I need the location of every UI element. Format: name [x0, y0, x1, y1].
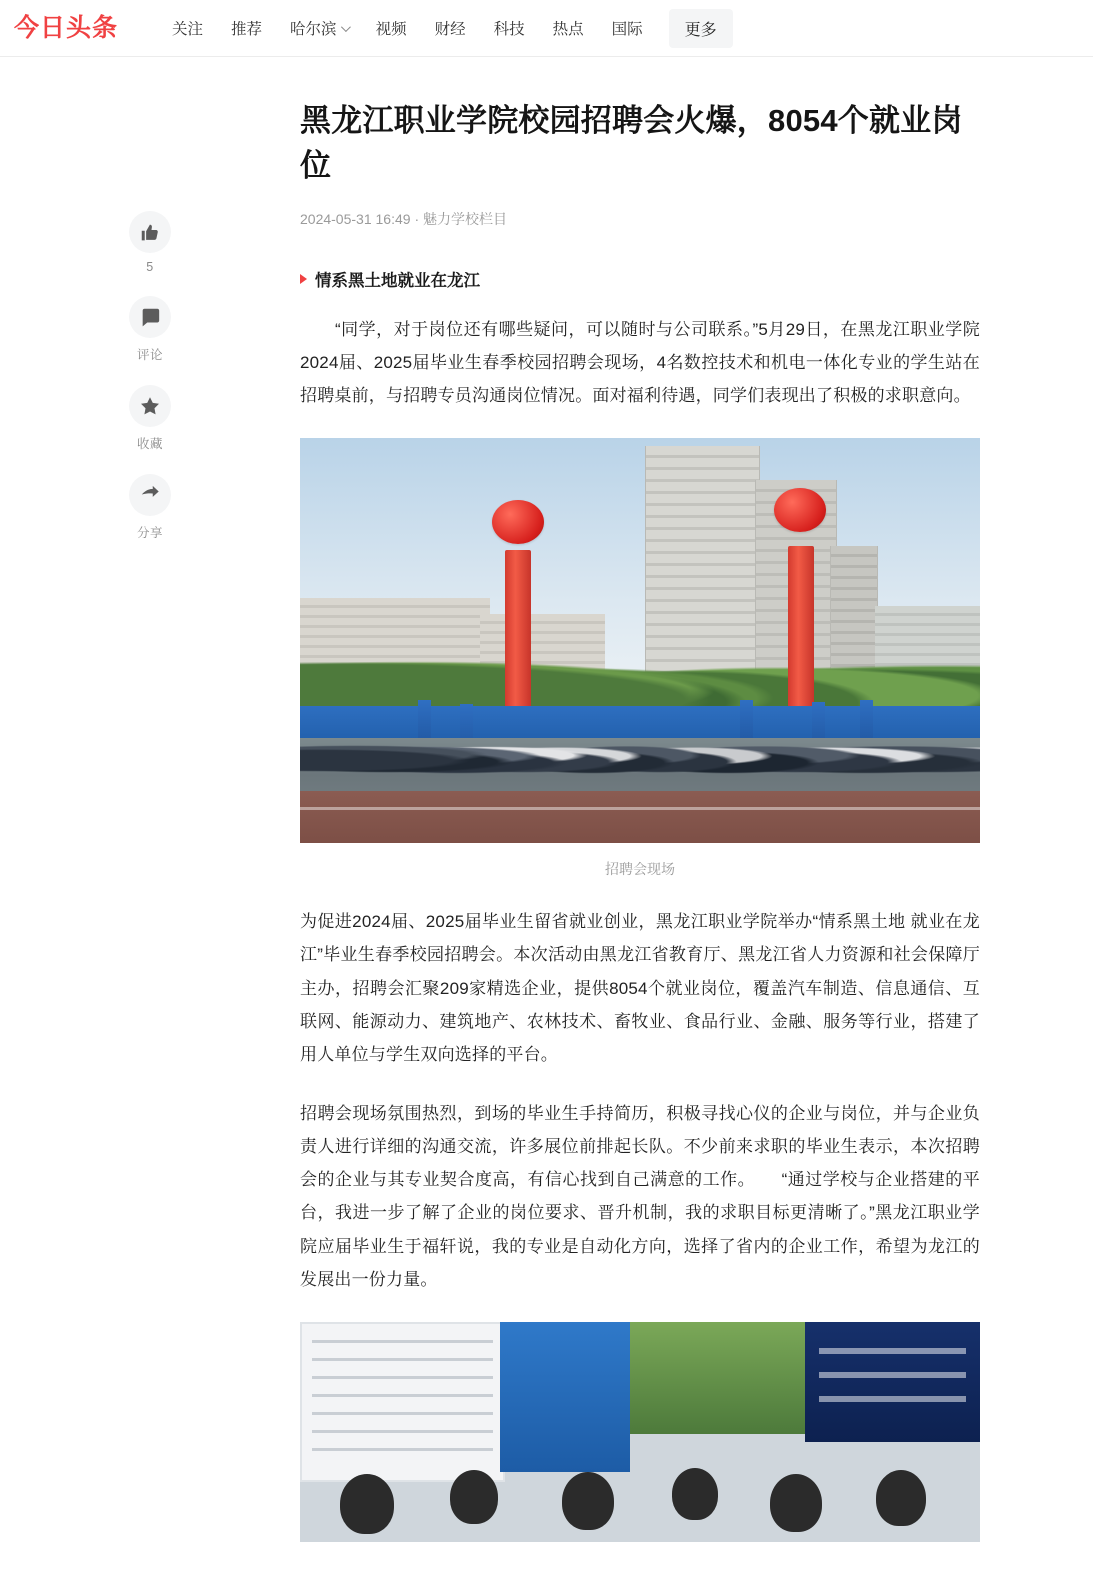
- meta-separator: ·: [414, 210, 420, 227]
- photo-red-balloon: [774, 488, 826, 532]
- photo-red-balloon: [492, 500, 544, 544]
- like-count: 5: [146, 260, 154, 274]
- comment-button[interactable]: [119, 296, 181, 363]
- share-label: 分享: [136, 526, 163, 540]
- nav-item-keji[interactable]: [480, 11, 539, 45]
- nav-more-button[interactable]: 更多: [669, 9, 733, 48]
- subheading-text: 情系黑土地就业在龙江: [315, 271, 480, 290]
- comment-icon: [129, 296, 171, 338]
- photo-running-track: [300, 791, 980, 843]
- article-figure-2: [300, 1322, 980, 1542]
- like-button[interactable]: [119, 211, 181, 274]
- nav-item-label: 哈尔滨: [290, 21, 337, 38]
- thumbs-up-icon: [129, 211, 171, 253]
- site-logo[interactable]: 今日头条: [14, 13, 119, 42]
- favorite-label: 收藏: [136, 437, 163, 451]
- article-paragraph-2: 为促进2024届、2025届毕业生留省就业创业，黑龙江职业学院举办“情系黑土地 就业在龙江”毕业生春季校园招聘会。本次活动由黑龙江省教育厅、黑龙江省人力资源和社会保障厅主办，招聘会汇聚209家精选企业，提供8054个就业岗位，覆盖汽车制造、信息通信、互联网、能源动力、建筑地产、农林技术、畜牧业、食品行业、金融、服务等行业，搭建了用人单位与学生双向选择的平台。: [300, 912, 980, 1064]
- favorite-button[interactable]: [119, 385, 181, 452]
- article-paragraph-3: 招聘会现场氛围热烈，到场的毕业生手持简历，积极寻找心仪的企业与岗位，并与企业负责人进行详细的沟通交流，许多展位前排起长队。不少前来求职的毕业生表示，本次招聘会的企业与其专业契合度高，有信心找到自己满意的工作。 “通过学校与企业搭建的平台，我进一步了解了企业的岗位要求、晋升机制，我的求职目标更清晰了。”黑龙江职业学院应届毕业生于福轩说，我的专业是自动化方向，选择了省内的企业工作，希望为龙江的发展出一份力量。: [300, 1104, 980, 1289]
- action-rail: [0, 99, 300, 1584]
- nav-item-harbin[interactable]: [276, 11, 362, 45]
- nav-item-label: 推荐: [231, 21, 263, 38]
- article-source: 魅力学校栏目: [423, 210, 507, 227]
- photo-students-crowd: [300, 1422, 980, 1542]
- nav-item-shipin[interactable]: [362, 11, 421, 45]
- nav-item-guoji[interactable]: [598, 11, 657, 45]
- job-fair-indoor-photo: [300, 1322, 980, 1542]
- nav-item-redian[interactable]: [539, 11, 598, 45]
- main-nav: [158, 9, 733, 48]
- article-timestamp: 2024-05-31 16:49: [300, 210, 411, 227]
- nav-item-caijing[interactable]: [421, 11, 480, 45]
- page-title: 黑龙江职业学院校园招聘会火爆，8054个就业岗位: [300, 103, 963, 183]
- nav-item-tuijian[interactable]: [217, 11, 276, 45]
- job-fair-outdoor-photo: [300, 438, 980, 843]
- star-icon: [129, 385, 171, 427]
- comment-label: 评论: [136, 348, 163, 362]
- chevron-down-icon: [341, 22, 351, 32]
- page-body: [0, 57, 1093, 1584]
- nav-item-label: 视频: [375, 21, 407, 38]
- nav-item-guanzhu[interactable]: [158, 11, 217, 45]
- nav-item-label: 财经: [434, 21, 466, 38]
- article-meta: [300, 209, 980, 229]
- nav-item-label: 国际: [611, 21, 643, 38]
- site-header: [0, 0, 1093, 57]
- article-figure-1: [300, 438, 980, 879]
- nav-item-label: 科技: [493, 21, 525, 38]
- article-paragraph-1: “同学，对于岗位还有哪些疑问，可以随时与公司联系。”5月29日，在黑龙江职业学院2024届、2025届毕业生春季校园招聘会现场，4名数控技术和机电一体化专业的学生站在招聘桌前，与招聘专员沟通岗位情况。面对福利待遇，同学们表现出了积极的求职意向。: [300, 319, 980, 406]
- share-icon: [129, 474, 171, 516]
- triangle-bullet-icon: [300, 274, 307, 284]
- nav-item-label: 关注: [172, 21, 204, 38]
- figure-caption: 招聘会现场: [605, 861, 675, 878]
- share-button[interactable]: [119, 474, 181, 541]
- article-subheading: [300, 267, 980, 291]
- nav-item-label: 热点: [552, 21, 584, 38]
- article-container: [300, 99, 980, 1584]
- photo-crowd: [300, 710, 980, 782]
